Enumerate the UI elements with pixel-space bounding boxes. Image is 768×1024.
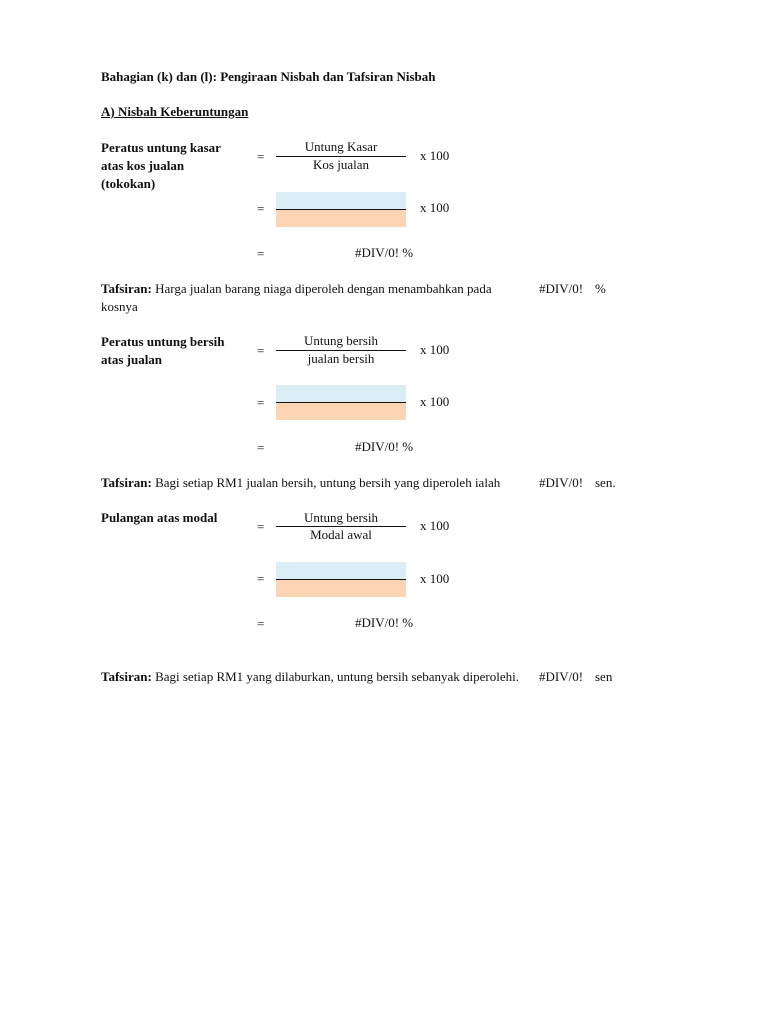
interpretation-text bbox=[101, 475, 500, 491]
page-title: Bahagian (k) dan (l): Pengiraan Nisbah dan Tafsiran Nisbah bbox=[101, 69, 436, 84]
fraction-numerator: Untung bersih bbox=[303, 510, 379, 525]
multiplier: x 100 bbox=[420, 200, 450, 215]
interpretation-label: Tafsiran: bbox=[101, 669, 152, 684]
interpretation-unit: sen. bbox=[595, 475, 616, 490]
section-heading: A) Nisbah Keberuntungan bbox=[101, 104, 249, 119]
interpretation-value: #DIV/0! bbox=[539, 669, 584, 684]
fraction-numerator: Untung Kasar bbox=[304, 139, 378, 154]
multiplier: x 100 bbox=[420, 518, 450, 533]
interpretation-text bbox=[101, 668, 521, 686]
interpretation-unit: sen bbox=[595, 669, 613, 684]
multiplier: x 100 bbox=[420, 342, 450, 357]
numerator-input-cell[interactable] bbox=[276, 562, 406, 579]
equals-sign: = bbox=[257, 519, 265, 534]
ratio-label-gross-profit: Peratus untung kasar atas kos jualan (tokokan) bbox=[101, 140, 221, 191]
equals-sign: = bbox=[257, 149, 265, 164]
result-value: #DIV/0! % bbox=[355, 245, 414, 260]
interpretation-label: Tafsiran: bbox=[101, 281, 152, 296]
interpretation-body: Bagi setiap RM1 jualan bersih, untung bersih yang diperoleh ialah bbox=[155, 475, 501, 490]
numerator-input-cell[interactable] bbox=[276, 385, 406, 402]
multiplier: x 100 bbox=[420, 148, 450, 163]
equals-sign: = bbox=[257, 571, 265, 586]
fraction-denominator: Modal awal bbox=[310, 527, 372, 542]
interpretation-body: Bagi setiap RM1 yang dilaburkan, untung bersih sebanyak diperolehi. bbox=[155, 669, 519, 684]
fraction-denominator: Kos jualan bbox=[313, 157, 369, 172]
equals-sign: = bbox=[257, 616, 265, 631]
equals-sign: = bbox=[257, 246, 265, 261]
denominator-input-cell[interactable] bbox=[276, 580, 406, 597]
interpretation-value: #DIV/0! bbox=[539, 281, 584, 296]
interpretation-text bbox=[101, 280, 521, 316]
ratio-label-return-on-capital: Pulangan atas modal bbox=[101, 510, 218, 525]
numerator-input-cell[interactable] bbox=[276, 192, 406, 209]
ratio-label-net-profit: Peratus untung bersih atas jualan bbox=[101, 334, 225, 367]
equals-sign: = bbox=[257, 440, 265, 455]
result-value: #DIV/0! % bbox=[355, 439, 414, 454]
fraction-numerator: Untung bersih bbox=[303, 333, 379, 348]
equals-sign: = bbox=[257, 343, 265, 358]
interpretation-body: Harga jualan barang niaga diperoleh dengan menambahkan pada kosnya bbox=[101, 281, 492, 314]
fraction-denominator: jualan bersih bbox=[307, 351, 375, 366]
denominator-input-cell[interactable] bbox=[276, 210, 406, 227]
interpretation-label: Tafsiran: bbox=[101, 475, 152, 490]
equals-sign: = bbox=[257, 201, 265, 216]
equals-sign: = bbox=[257, 395, 265, 410]
interpretation-unit: % bbox=[595, 281, 606, 296]
result-value: #DIV/0! % bbox=[355, 615, 414, 630]
multiplier: x 100 bbox=[420, 394, 450, 409]
multiplier: x 100 bbox=[420, 571, 450, 586]
interpretation-value: #DIV/0! bbox=[539, 475, 584, 490]
denominator-input-cell[interactable] bbox=[276, 403, 406, 420]
